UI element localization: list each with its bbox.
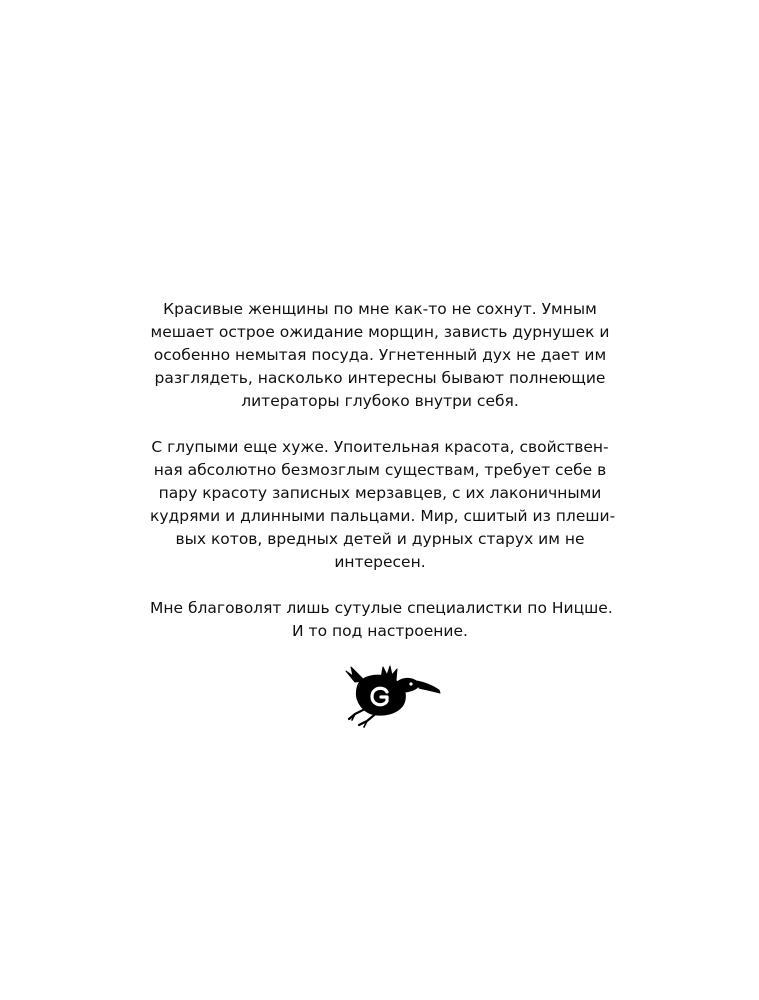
paragraph-2 — [150, 436, 616, 574]
paragraph-3 — [150, 597, 613, 643]
bird-logo-icon — [343, 664, 443, 728]
text-line: И то под настроение. — [292, 622, 468, 640]
text-line: кудрями и длинными пальцами. Мир, сшитый из плеши- — [150, 507, 616, 525]
text-line: Мне благоволят лишь сутулые специалистки по Ницше. — [150, 599, 613, 617]
text-line: С глупыми еще хуже. Упоительная красота, свойствен- — [151, 438, 609, 456]
text-line: интересен. — [334, 553, 426, 571]
text-line: особенно немытая посуда. Угнетенный дух не дает им — [153, 346, 607, 364]
body-text — [150, 298, 616, 666]
text-line: литераторы глубоко внутри себя. — [241, 392, 519, 410]
text-line: Красивые женщины по мне как-то не сохнут. Умным — [163, 300, 597, 318]
text-line: разглядеть, насколько интересны бывают полнеющие — [154, 369, 606, 387]
text-line: мешает острое ожидание морщин, зависть дурнушек и — [150, 323, 610, 341]
text-line: ная абсолютно безмозглым существам, требует себе в — [153, 461, 607, 479]
paragraph-1 — [150, 298, 610, 413]
text-line: вых котов, вредных детей и дурных старух им не — [175, 530, 585, 548]
text-line: пару красоту записных мерзавцев, с их лаконичными — [158, 484, 602, 502]
